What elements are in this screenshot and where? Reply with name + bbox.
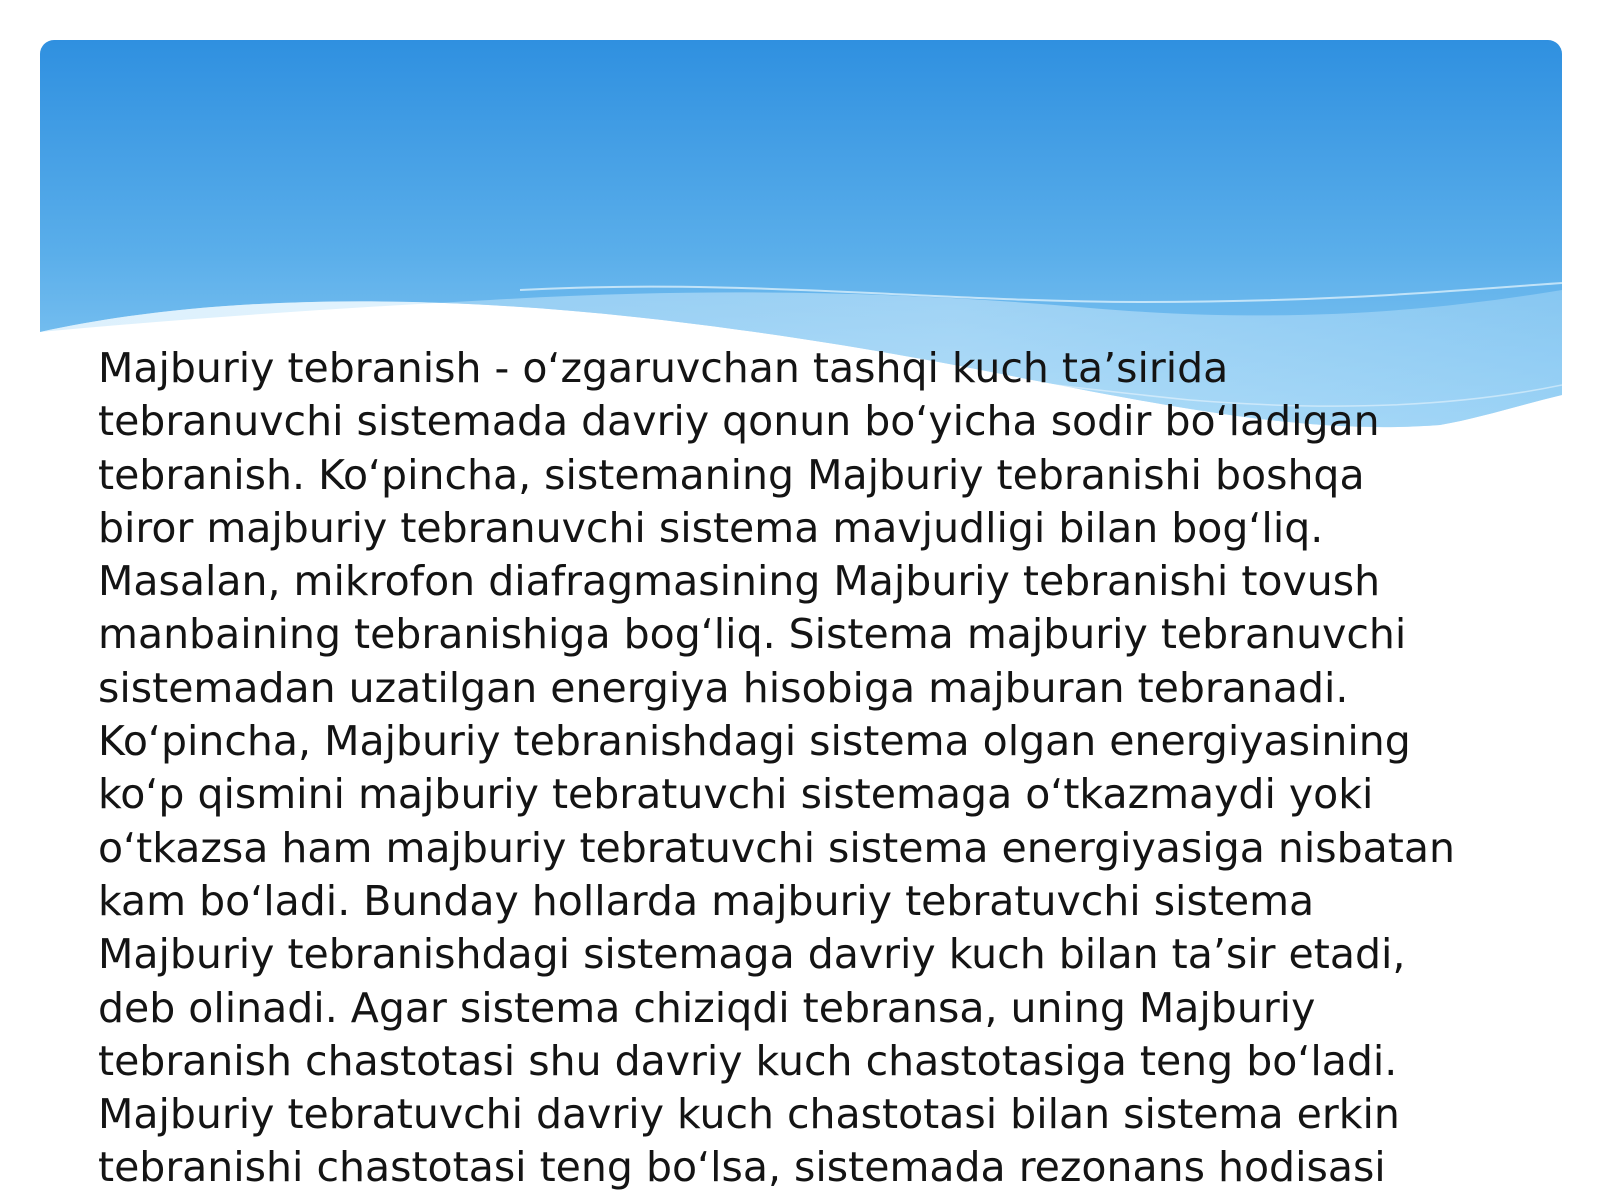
- body-line-3: tebranish. Koʻpincha, sistemaning Majburiy tebranishi boshqa: [98, 450, 1365, 499]
- body-line-13: deb olinadi. Agar sistema chiziqdi tebransa, uning Majburiy: [98, 983, 1316, 1032]
- body-line-10: oʻtkazsa ham majburiy tebratuvchi sistema energiyasiga nisbatan: [98, 823, 1455, 872]
- body-line-7: sistemadan uzatilgan energiya hisobiga majburan tebranadi.: [98, 663, 1349, 712]
- body-line-2: tebranuvchi sistemada davriy qonun boʻyicha sodir boʻladigan: [98, 397, 1380, 446]
- body-line-6: manbaining tebranishiga bogʻliq. Sistema majburiy tebranuvchi: [98, 610, 1407, 659]
- body-line-8: Koʻpincha, Majburiy tebranishdagi sistema olgan energiyasining: [98, 717, 1411, 766]
- body-line-9: koʻp qismini majburiy tebratuvchi sistemaga oʻtkazmaydi yoki: [98, 770, 1374, 819]
- body-line-4: biror majburiy tebranuvchi sistema mavjudligi bilan bogʻliq.: [98, 503, 1324, 552]
- body-line-14: tebranish chastotasi shu davriy kuch chastotasiga teng boʻladi.: [98, 1036, 1398, 1085]
- body-text: [98, 342, 1498, 1195]
- body-line-15: Majburiy tebratuvchi davriy kuch chastotasi bilan sistema erkin: [98, 1090, 1400, 1139]
- body-line-16: tebranishi chastotasi teng boʻlsa, sistemada rezonans hodisasi: [98, 1143, 1386, 1192]
- body-line-11: kam boʻladi. Bunday hollarda majburiy tebratuvchi sistema: [98, 876, 1315, 925]
- body-line-1: Majburiy tebranish - oʻzgaruvchan tashqi kuch taʼsirida: [98, 344, 1229, 392]
- body-line-12: Majburiy tebranishdagi sistemaga davriy kuch bilan taʼsir etadi,: [98, 930, 1406, 979]
- body-line-5: Masalan, mikrofon diafragmasining Majburiy tebranishi tovush: [98, 557, 1381, 606]
